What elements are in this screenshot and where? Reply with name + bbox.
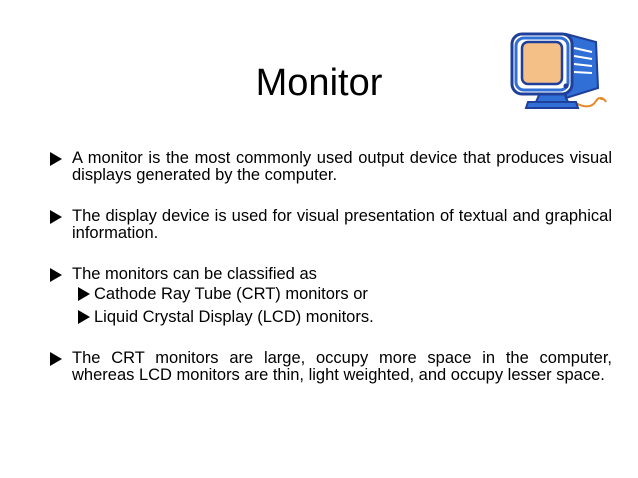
bullet-text: The monitors can be classified as bbox=[72, 265, 317, 283]
monitor-icon bbox=[506, 28, 610, 112]
sub-bullet-item bbox=[78, 306, 612, 329]
bullet-item bbox=[50, 350, 612, 384]
triangle-bullet-icon bbox=[50, 268, 62, 282]
sub-bullet-item bbox=[78, 283, 612, 306]
triangle-bullet-icon bbox=[50, 352, 62, 366]
sub-bullet-text: Cathode Ray Tube (CRT) monitors or bbox=[94, 285, 368, 303]
triangle-bullet-icon bbox=[78, 287, 90, 301]
triangle-bullet-icon bbox=[50, 210, 62, 224]
bullet-item bbox=[50, 208, 612, 242]
slide-title: Monitor bbox=[255, 62, 383, 104]
triangle-bullet-icon bbox=[50, 152, 62, 166]
bullet-list bbox=[50, 150, 612, 384]
sub-bullet-text: Liquid Crystal Display (LCD) monitors. bbox=[94, 308, 374, 326]
triangle-bullet-icon bbox=[78, 310, 90, 324]
bullet-text: A monitor is the most commonly used output device that produces visual displays generated by the computer. bbox=[72, 149, 612, 184]
bullet-text: The display device is used for visual presentation of textual and graphical information. bbox=[72, 207, 612, 242]
bullet-text: The CRT monitors are large, occupy more space in the computer, whereas LCD monitors are thin, light weighted, and occupy lesser space. bbox=[72, 349, 612, 384]
bullet-item bbox=[50, 266, 612, 283]
bullet-item bbox=[50, 150, 612, 184]
